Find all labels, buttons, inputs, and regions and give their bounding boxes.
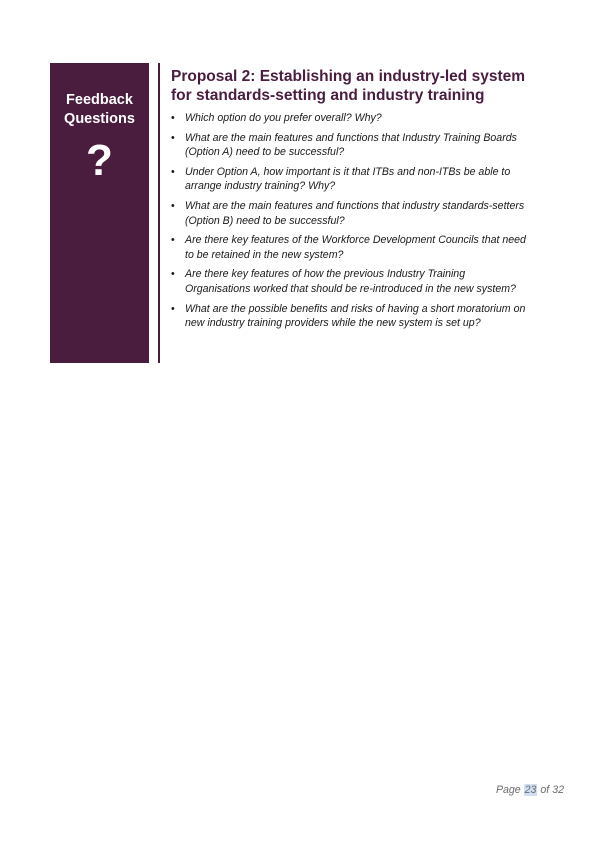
question-text: Are there key features of the Workforce Development Councils that need to be retained in the new system? [185,234,526,261]
bullet-icon: • [171,112,175,124]
list-item [171,233,531,262]
bullet-icon: • [171,165,175,178]
list-item [171,165,531,194]
of-label: of [540,784,550,796]
question-text: Which option do you prefer overall? Why? [185,112,382,124]
question-text: Are there key features of how the previous Industry Training Organisations worked that should be re-introduced in the new system? [185,268,516,295]
page-number: 23 [524,784,537,796]
list-item [171,302,531,331]
question-text: What are the main features and functions that industry standards-setters (Option B) need to be successful? [185,199,525,227]
feedback-questions-panel [50,63,149,363]
list-item [171,199,531,228]
list-item [171,131,531,160]
page-label: Page [495,784,521,796]
proposal-title: Proposal 2: Establishing an industry-led system for standards-setting and industry training [171,68,526,104]
bullet-icon: • [171,268,175,281]
page-footer [496,784,564,796]
bullet-icon: • [171,131,175,144]
question-text: What are the main features and functions that Industry Training Boards (Option A) need to be successful? [185,131,517,159]
list-item [171,267,531,296]
list-item [171,111,531,126]
question-text: What are the possible benefits and risks of having a short moratorium on new industry training providers while the new system is set up? [185,302,526,330]
panel-heading [50,91,149,129]
question-text: Under Option A, how important is it that ITBs and non-ITBs be able to arrange industry training? Why? [185,165,511,193]
panel-heading-line2: Questions [64,111,135,127]
vertical-divider [158,63,160,363]
bullet-icon: • [171,302,175,315]
panel-heading-line1: Feedback [66,92,133,108]
question-mark-icon: ? [86,136,113,185]
proposal-section [171,67,531,336]
total-pages: 32 [552,784,564,796]
question-list [171,111,531,331]
bullet-icon: • [171,234,175,247]
bullet-icon: • [171,199,175,212]
